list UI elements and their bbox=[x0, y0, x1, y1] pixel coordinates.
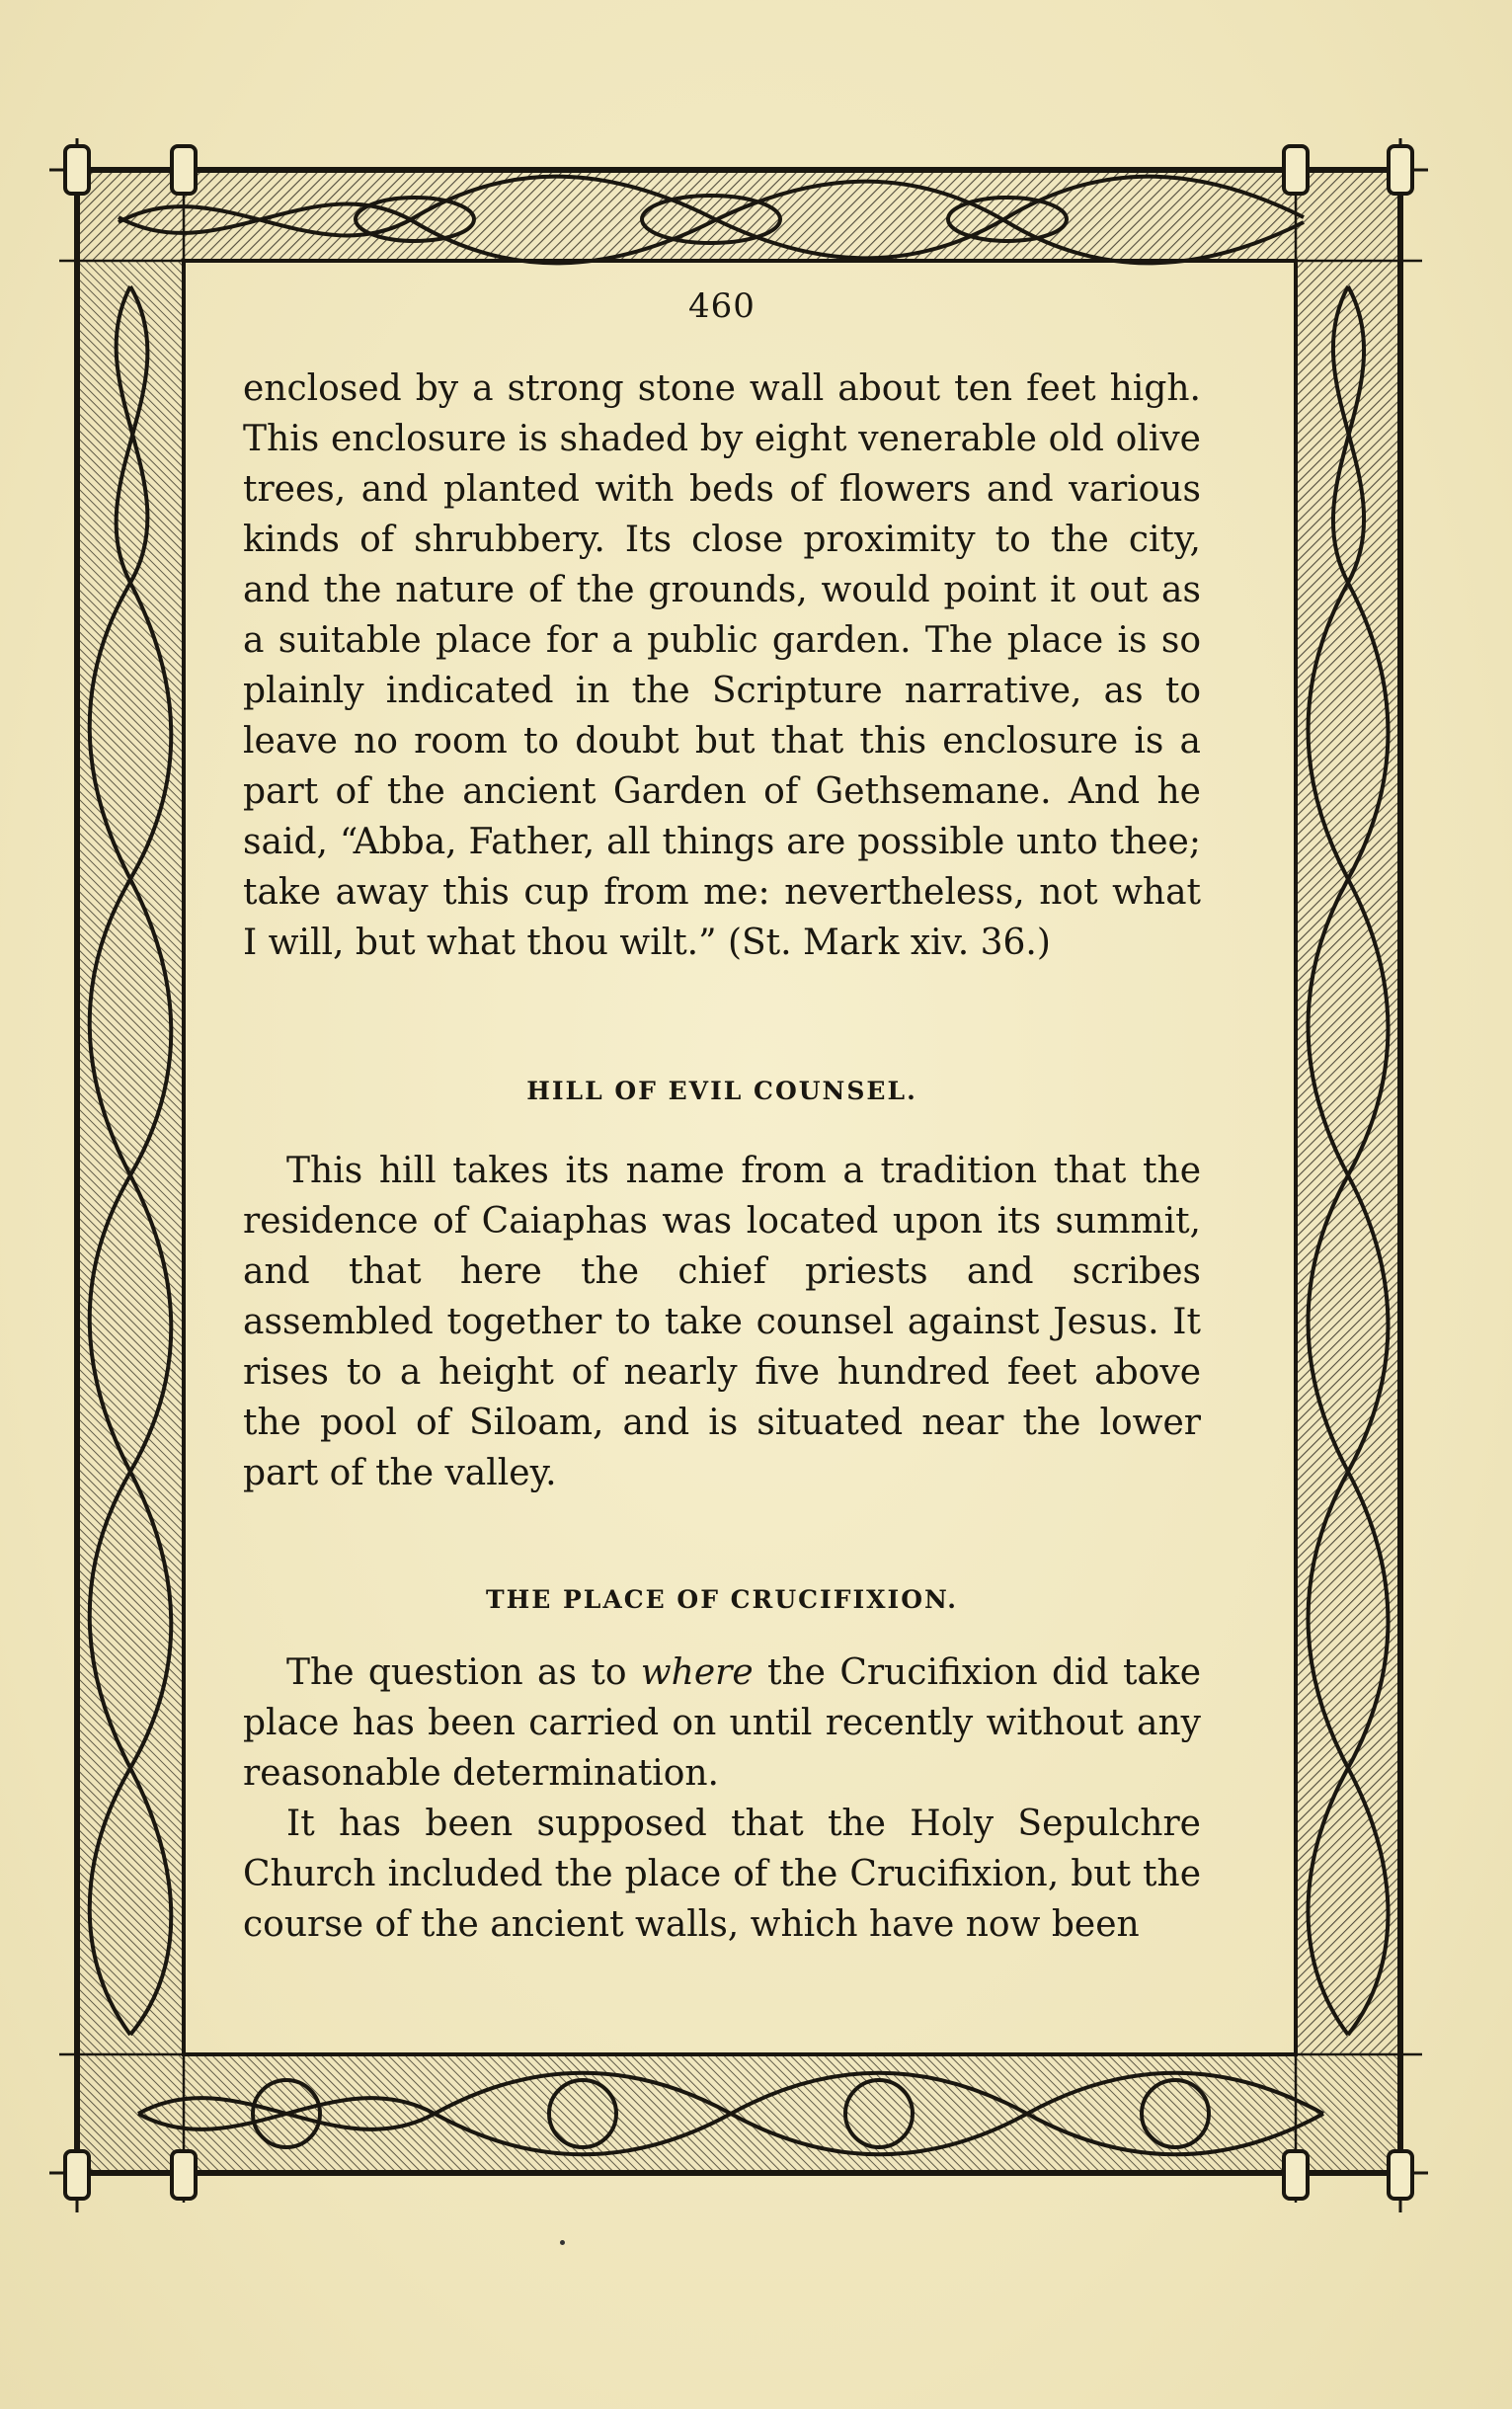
section-heading-hill-of-evil-counsel: HILL OF EVIL COUNSEL. bbox=[526, 1077, 917, 1105]
paragraph-hill-of-evil-counsel: This hill takes its name from a tradition that the residence of Caiaphas was located upon its summit, and that here the chief priests and scribes assembled together to take counsel against Jesus. It rises to a height of nearly five hundred feet above the pool of Siloam, and is situated near the lower part of the valley. bbox=[243, 1151, 1201, 1493]
paragraph-gethsemane: enclosed by a strong stone wall about ten feet high. This enclosure is shaded by eight venerable old olive trees, and planted with beds of flowers and various kinds of shrubbery. Its close proximity to the city, and the nature of the grounds, would point it out as a suitable place for a public garden. The place is so plainly indicated in the Scripture narrative, as to leave no room to doubt but that this enclosure is a part of the ancient Garden of Gethsemane. And he said, “Abba, Father, all things are possible unto thee; take away this cup from me: nevertheless, not what I will, but what thou wilt.” (St. Mark xiv. 36.) bbox=[243, 368, 1201, 963]
section-heading-place-of-crucifixion: THE PLACE OF CRUCIFIXION. bbox=[486, 1585, 958, 1614]
paragraph-text: The question as to bbox=[286, 1652, 641, 1693]
paragraph-crucifixion-question bbox=[243, 1647, 1201, 1799]
ink-speck bbox=[560, 2240, 565, 2245]
paragraph-text: the Crucifixion did take place has been carried on until recently without any reasonable determination. bbox=[243, 1652, 1201, 1794]
emphasis-where: where bbox=[640, 1652, 754, 1693]
paragraph-holy-sepulchre: It has been supposed that the Holy Sepulchre Church included the place of the Crucifixion, but the course of the ancient walls, which have now been bbox=[243, 1804, 1201, 1945]
text-column bbox=[243, 277, 1201, 1975]
page-number: 460 bbox=[688, 286, 756, 326]
